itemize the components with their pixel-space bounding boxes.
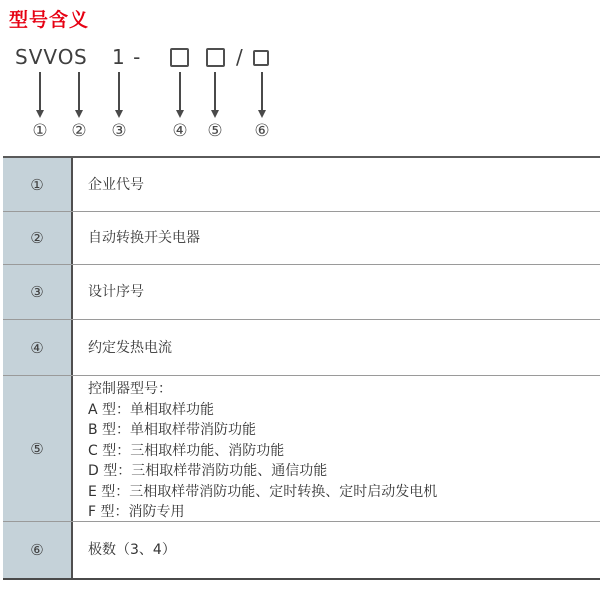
row-description-5 xyxy=(73,376,600,521)
description-text: 极数（3、4） xyxy=(88,542,176,558)
model-code-diagram xyxy=(0,0,600,156)
controller-type-c: C 型：三相取样功能、消防功能 xyxy=(88,442,285,459)
controller-type-e: E 型：三相取样带消防功能、定时转换、定时启动发电机 xyxy=(88,483,438,500)
table-row-2 xyxy=(3,212,600,265)
diagram-marker-2: ② xyxy=(71,121,87,141)
model-design-no: 1 - xyxy=(112,45,142,69)
description-text: 设计序号 xyxy=(88,284,144,300)
table-row-1 xyxy=(3,158,600,212)
arrow-down-icon xyxy=(257,72,267,118)
table-row-6 xyxy=(3,522,600,578)
description-text: 约定发热电流 xyxy=(88,339,172,356)
description-text: 企业代号 xyxy=(88,176,144,193)
controller-type-a: A 型：单相取样功能 xyxy=(88,401,215,418)
row-marker-1: ① xyxy=(3,158,73,211)
row-description-1 xyxy=(73,158,600,211)
legend-table xyxy=(3,156,600,580)
controller-type-d: D 型：三相取样带消防功能、通信功能 xyxy=(88,463,328,479)
row-description-2 xyxy=(73,212,600,264)
controller-type-b: B 型：单相取样带消防功能 xyxy=(88,422,257,438)
model-switch-code: S xyxy=(74,45,88,69)
row-marker-3: ③ xyxy=(3,265,73,319)
arrow-down-icon xyxy=(210,72,220,118)
arrow-down-icon xyxy=(74,72,84,118)
model-blank-box-3 xyxy=(253,50,269,66)
row-marker-6: ⑥ xyxy=(3,522,73,578)
model-prefix: SVVO xyxy=(15,45,75,69)
controller-model-heading: 控制器型号： xyxy=(88,381,172,397)
row-description-4 xyxy=(73,320,600,375)
row-marker-5: ⑤ xyxy=(3,376,73,521)
row-description-3 xyxy=(73,265,600,319)
model-blank-box-1 xyxy=(170,48,189,67)
table-row-5 xyxy=(3,376,600,522)
page-title: 型号含义 xyxy=(9,9,90,31)
row-description-6 xyxy=(73,522,600,578)
diagram-marker-6: ⑥ xyxy=(254,121,270,141)
arrow-down-icon xyxy=(175,72,185,118)
diagram-marker-3: ③ xyxy=(111,121,127,141)
description-text: 自动转换开关电器 xyxy=(88,230,200,246)
controller-type-f: F 型：消防专用 xyxy=(88,504,185,520)
diagram-marker-4: ④ xyxy=(172,121,188,141)
table-row-3 xyxy=(3,265,600,320)
row-marker-4: ④ xyxy=(3,320,73,375)
arrow-down-icon xyxy=(114,72,124,118)
row-marker-2: ② xyxy=(3,212,73,264)
model-blank-box-2 xyxy=(206,48,225,67)
table-row-4 xyxy=(3,320,600,376)
diagram-marker-5: ⑤ xyxy=(207,121,223,141)
model-separator: / xyxy=(236,45,244,69)
arrow-down-icon xyxy=(35,72,45,118)
diagram-marker-1: ① xyxy=(32,121,48,141)
